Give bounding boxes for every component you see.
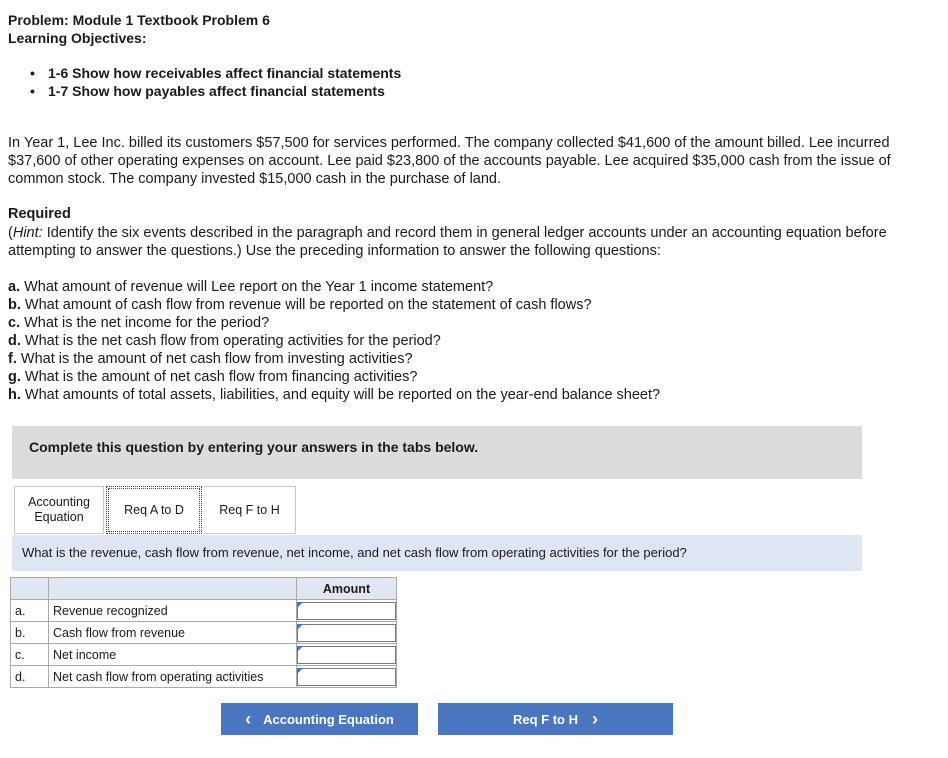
- required-label: Required: [8, 206, 71, 222]
- tab-req-f-to-h[interactable]: Req F to H: [204, 486, 296, 534]
- question-list: [8, 278, 660, 404]
- table-row: [11, 622, 397, 644]
- tab-req-a-to-d[interactable]: Req A to D: [106, 486, 202, 534]
- problem-title: Problem: Module 1 Textbook Problem 6: [8, 12, 270, 28]
- objectives-list: [30, 64, 401, 100]
- objective-item: • 1-6 Show how receivables affect financial statements: [30, 64, 401, 82]
- table-row: [11, 666, 397, 688]
- amount-header: Amount: [297, 578, 397, 600]
- row-label: Net cash flow from operating activities: [49, 666, 297, 688]
- question-item: g. What is the amount of net cash flow from financing activities?: [8, 369, 418, 385]
- hint-text: (Hint: Identify the six events described in the paragraph and record them in general ledger accounts under an accounting equation before attempting to answer the questions.) Use the preceding information to answer the following questions:: [8, 225, 887, 259]
- tab-question-bar: [12, 535, 862, 571]
- prev-accounting-equation-button[interactable]: ‹ Accounting Equation: [221, 703, 418, 735]
- question-item: h. What amounts of total assets, liabilities, and equity will be reported on the year-end balance sheet?: [8, 387, 661, 403]
- revenue-recognized-input[interactable]: [297, 602, 396, 620]
- instructions-banner: [12, 426, 862, 479]
- row-label: Revenue recognized: [49, 600, 297, 622]
- chevron-right-icon: ›: [592, 708, 598, 729]
- row-letter: c.: [11, 644, 49, 666]
- row-label: Cash flow from revenue: [49, 622, 297, 644]
- hint-label: Hint:: [12, 225, 43, 241]
- row-label: Net income: [49, 644, 297, 666]
- objective-item: • 1-7 Show how payables affect financial statements: [30, 82, 401, 100]
- banner-text: Complete this question by entering your answers in the tabs below.: [29, 439, 479, 455]
- next-req-f-to-h-button[interactable]: Req F to H ›: [438, 703, 673, 735]
- row-letter: b.: [11, 622, 49, 644]
- tab-accounting-equation[interactable]: Accounting Equation: [14, 486, 104, 534]
- chevron-left-icon: ‹: [245, 708, 252, 729]
- table-row: [11, 644, 397, 666]
- table-header-row: [11, 578, 397, 600]
- row-letter: d.: [11, 666, 49, 688]
- question-item: a. What amount of revenue will Lee report on the Year 1 income statement?: [8, 279, 494, 295]
- question-item: f. What is the amount of net cash flow from investing activities?: [8, 351, 413, 367]
- question-item: d. What is the net cash flow from operating activities for the period?: [8, 333, 441, 349]
- row-letter: a.: [11, 600, 49, 622]
- table-row: [11, 600, 397, 622]
- tab-question-text: What is the revenue, cash flow from revenue, net income, and net cash flow from operating activities for the period?: [22, 545, 687, 560]
- cash-flow-from-revenue-input[interactable]: [297, 624, 396, 642]
- net-operating-cash-flow-input[interactable]: [297, 668, 396, 686]
- answer-table: [10, 577, 397, 688]
- net-income-input[interactable]: [297, 646, 396, 664]
- question-item: b. What amount of cash flow from revenue will be reported on the statement of cash flows?: [8, 297, 592, 313]
- question-item: c. What is the net income for the period?: [8, 315, 270, 331]
- objectives-label: Learning Objectives:: [8, 30, 147, 46]
- scenario-text: In Year 1, Lee Inc. billed its customers $57,500 for services performed. The company collected $41,600 of the amount billed. Lee incurred $37,600 of other operating expenses on account. Lee paid $23,800 of the accounts payable. Lee acquired $35,000 cash from the issue of common stock. The company invested $15,000 cash in the purchase of land.: [8, 135, 891, 187]
